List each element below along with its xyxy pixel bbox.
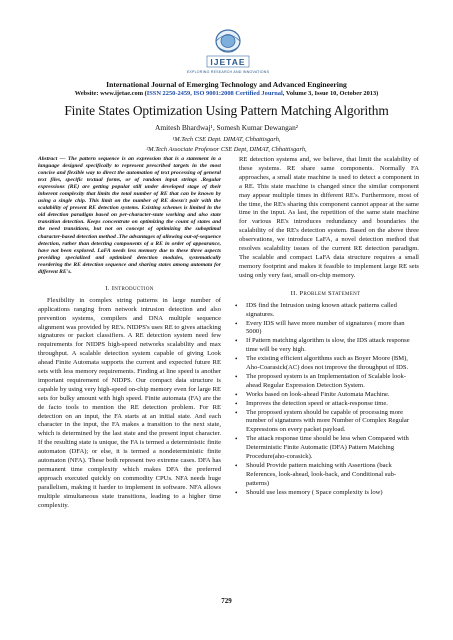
left-column [38, 156, 221, 511]
list-item: • Improves the detection speed or attack-response time. [246, 400, 419, 409]
affiliation-1: ¹M.Tech CSE Dept. DIMAT, Chhattisgarh, [172, 136, 281, 143]
right-column [232, 156, 419, 498]
page-number: 729 [221, 597, 232, 605]
abstract-label: Abstract — [38, 156, 66, 162]
website-suffix: , Volume 3, Issue 10, October 2013) [282, 90, 379, 97]
section-heading-problem-statement: II. Problem Statement [290, 289, 361, 297]
website-prefix: Website: www.ijetae.com ( [74, 90, 147, 97]
paper-title: Finite States Optimization Using Pattern Matching Algorithm [64, 103, 389, 118]
list-item: • Every IDS will have more number of signatures ( more than 5000) [246, 320, 419, 338]
abstract [38, 156, 221, 276]
introduction-paragraph: Flexibility in complex string patterns in large number of applications ranging from network intrusion detection and also prevention systems, compilers and DNA multiple sequence alignment was provided by RE's. NIDPS's uses RE to gives attacking signatures or packet classifiers. A RE detection system need few requirements for NIDPS high-speed networks scalability and max throughput. A scalable detection system capable of giving Look ahead Finite Automata supports the current and expected future RE sets with less memory requirements. Finding at line speed is another important requirement of NIDPS. Our compact data structure is capable by using very high-speed on-chip memory even for large RE sets for bulky amount with high speed. Finite automata (FA) are the de facto tools to mention the RE detection problem. For RE detection on an input, the FA starts at an initial state. And each character in the input, the FA makes a transition to the next state, which is determined by the last state and the present input character. If the resulting state is unique, the FA is termed a deterministic finite automaton (DFA); or else, it is termed a nondeterministic finite automaton (NFA). These both represent two extreme cases. DFA has permanent time complexity which makes DFA the preferred approach executed quickly on commodity CPUs. NFA needs huge parallelism, making it harder to implement in software. NFA allows multiple simultaneous state transitions, leading to a higher time complexity. [38, 296, 221, 509]
paper-authors: Amitesh Bhardwaj¹, Somesh Kumar Dewangan² [155, 123, 298, 132]
journal-website-line [0, 90, 453, 97]
journal-name: International Journal of Emerging Technology and Advanced Engineering [106, 80, 347, 89]
list-item: • Works based on look-ahead Finite Automata Machine. [246, 391, 419, 400]
list-item: • If Pattern matching algorithm is slow, the IDS attack response time will be very high. [246, 337, 419, 355]
introduction-continued-paragraph: RE detection systems and, we believe, that limit the scalability of these systems. RE share same components. Normally FA approaches, a small state machine is used to detect a component in a RE. This state machine is changed since the similar component may appear multiple times in different RE's. Furthermore, most of the time, the RE's sharing this component cannot appear at the same time in the input. As last, the repetition of the same state machine for various RE's introduces redundancy and boundaries the scalability of the RE's detection system. Based on the above three observations, we introduce LaFA, a novel detection method that resolves scalability issues of the current RE detection paradigm. The scalable and compact LaFA data structure requires a small memory footprint and makes it feasible to implement large RE sets using only very fast, small on-chip memory. [239, 156, 419, 279]
list-item: • Should Provide pattern matching with Assertions (back References, look-ahead, look-back, and Conditional sub-patterns) [246, 462, 419, 489]
affiliation-2: ²M.Tech Associate Professor CSE Dept, DIMAT, Chhattisgarh, [146, 146, 307, 153]
logo-wordmark: IJETAE [210, 57, 246, 67]
list-item: • IDS find the Intrusion using known attack patterns called signatures. [246, 302, 419, 320]
list-item: • The proposed system is an Implementation of Scalable look-ahead Regular Expression Detection System. [246, 373, 419, 391]
list-item: • Should use less memory ( Space complexity is low) [246, 489, 419, 498]
logo-tagline: EXPLORING RESEARCH AND INNOVATIONS [186, 70, 270, 74]
list-item: • The attack response time should be less when Compared with Deterministic Finite Automatic (DFA) Pattern Matching Procedure(aho-corasick). [246, 435, 419, 462]
problem-statement-list [232, 302, 419, 498]
list-item: • The proposed system should be capable of processing more number of signatures with more Number of Complex Regular Expressions on every packet payload. [246, 409, 419, 436]
list-item: • The existing efficient algorithms such as Boyer Moore (BM), Aho-Coarasick(AC) does not improve the throughput of IDS. [246, 355, 419, 373]
abstract-text: The pattern sequence is an expression that is a statement in a language designed specifically to represent prescribed targets in the most concise and flexible way to direct the automation of text processing of general text files, specific textual forms, or of random input strings .Regular expressions (RE) are getting popular still under developed stage of their inherent complexity that limits the total number of RE that can be known by using a single chip. This limit on the number of RE doesn't pair with the scalability of present RE detection systems. Existing schemes is limited in the old detection paradigm based on per-character-state working and also state transition detection. Keeps concentrate on optimizing the count of states and the need transitions, but not on concept of optimizing the suboptimal character-based detection method .The advantages of allowing out-of-sequence detection, rather than detecting components of a RE in order of appearance, have not been explored. LaFA needs less memory due to these three aspects providing specialized and optimized detection modules, systematically reordering the RE detection sequence and sharing states among automata for different RE's. [38, 156, 222, 275]
section-heading-introduction: I. Introduction [105, 284, 154, 292]
issn-link[interactable]: ISSN 2250-2459, ISO 9001:2008 Certified Journal [146, 90, 283, 97]
